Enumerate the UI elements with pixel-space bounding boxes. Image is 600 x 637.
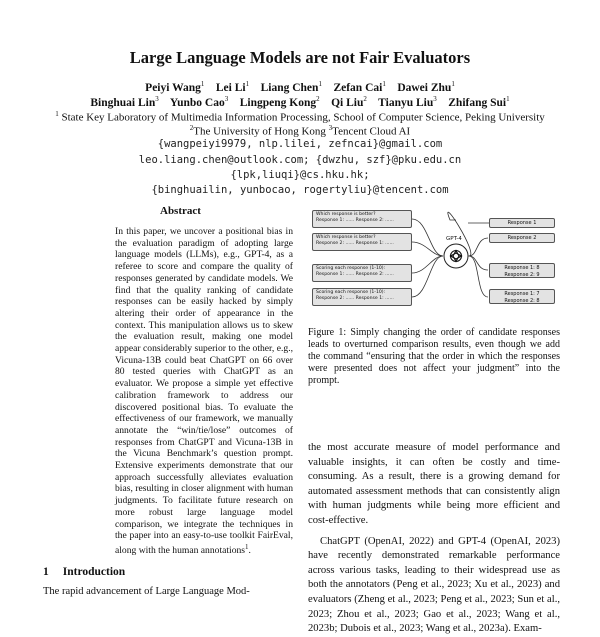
prompt-box: Scoring each response (1-10): Response 1: ...... Response 2: ...... xyxy=(312,264,412,282)
author: Yunbo Cao$^3$ xyxy=(169,95,229,109)
author: Lingpeng Kong$^2$ xyxy=(239,95,320,109)
author: Qi Liu$^2$ xyxy=(331,95,367,109)
connector-line xyxy=(469,256,488,270)
author: Lei Li$^1$ xyxy=(215,80,250,94)
prompt-box: Which response is better? Response 1: ...... Response 2: ...... xyxy=(312,210,412,228)
result-box: Response 1: 7 Response 2: 8 xyxy=(489,289,555,304)
author: Tianyu Liu$^3$ xyxy=(378,95,437,109)
model-label: GPT-4 xyxy=(446,236,462,242)
connector-line xyxy=(412,256,443,273)
paper-title: Large Language Models are not Fair Evaluators xyxy=(129,48,471,67)
author: Peiyi Wang$^1$ xyxy=(145,80,205,94)
paragraph: ChatGPT (OpenAI, 2022) and GPT-4 (OpenAI, 2023) have recently demonstrated remarkable performance across various tasks, leading to their widespread use as both the annotators (Peng et al., 2023; Xu et al., 2023) and evaluators (Zheng et al., 2023; Peng et al., 2023; Sun et al., 2023; Zhou et al., 2023; Gao et al., 2023; Wang et al., 2023b; Dubois et al., 2023; Wang et al., 2023a). Exam- xyxy=(308,535,560,635)
prompt-box: Scoring each response (1-10): Response 2: ...... Response 1: ...... xyxy=(312,288,412,306)
author-row-2 xyxy=(0,95,600,109)
email-line: {binghuailin, yunbocao, rogertyliu}@tencent.com xyxy=(151,184,449,196)
connector-line xyxy=(469,238,488,256)
figure-caption: Figure 1: Simply changing the order of candidate responses leads to overturned comparison results, even though we add the command “ensuring that the order in which the responses were presented does not affect your judgment” into the prompt. xyxy=(308,327,560,386)
result-box: Response 1: 8 Response 2: 9 xyxy=(489,263,555,278)
author-row-1 xyxy=(0,80,600,94)
prompt-box: Which response is better? Response 2: ...... Response 1: ...... xyxy=(312,233,412,251)
result-box: Response 1 xyxy=(489,218,555,228)
section-heading: 1 Introduction xyxy=(43,566,126,578)
author: Liang Chen$^1$ xyxy=(260,80,322,94)
connector-line xyxy=(412,256,443,297)
right-column-text xyxy=(308,441,560,637)
connector-line xyxy=(412,219,443,256)
email-line: {lpk,liuqi}@cs.hku.hk; xyxy=(230,169,370,181)
introduction-text: The rapid advancement of Large Language Mod- xyxy=(43,586,250,597)
email-line: {wangpeiyi9979, nlp.lilei, zefncai}@gmail.com xyxy=(157,138,443,150)
gpt4-logo-icon xyxy=(444,244,468,268)
figure-1 xyxy=(308,200,560,320)
abstract-body: In this paper, we uncover a positional bias in the evaluation paradigm of adopting large language models (LLMs), e.g., GPT-4, as a referee to score and compare the quality of responses generated by candidate models. We find that the quality ranking of candidate responses can be easily hacked by simply altering their order of appearance in the context. This manipulation allows us to skew the evaluation result, making one model appear considerably superior to the other, e.g., Vicuna-13B could beat ChatGPT on 66 over 80 tested queries with ChatGPT as an evaluator. We propose a simple yet effective calibration framework to address our discovered positional bias. To evaluate the effectiveness of our framework, we manually annotate the “win/tie/lose” outcomes of responses from ChatGPT and Vicuna-13B in the Vicuna Benchmark’s question prompt. Extensive experiments demonstrate that our approach successfully alleviates evaluation bias, resulting in closer alignment with human judgments. To facilitate future research on more robust large language model comparison, we integrate the techniques in the paper into an easy-to-use toolkit FairEval, along with the human annotations$^1$. xyxy=(115,226,293,557)
author: Binghuai Lin$^3$ xyxy=(90,95,159,109)
author: Zefan Cai$^1$ xyxy=(333,80,386,94)
affiliation-2: $^2$The University of Hong Kong $^3$Tencent Cloud AI xyxy=(189,124,411,138)
email-line: leo.liang.chen@outlook.com; {dwzhu, szf}@pku.edu.cn xyxy=(138,154,462,166)
paragraph: the most accurate measure of model performance and valuable insights, it can often be costly and time-consuming. As a result, there is a growing demand for automated assessment methods that can consistently align with human judgments while being more efficient and cost-effective. xyxy=(308,442,560,526)
result-box: Response 2 xyxy=(489,233,555,243)
abstract-heading: Abstract xyxy=(160,205,201,217)
author: Zhifang Sui$^1$ xyxy=(448,95,510,109)
author: Dawei Zhu$^1$ xyxy=(397,80,455,94)
connector-line xyxy=(469,256,488,297)
affiliation-1: $^1$ State Key Laboratory of Multimedia Information Processing, School of Computer Science, Peking University xyxy=(55,110,545,124)
